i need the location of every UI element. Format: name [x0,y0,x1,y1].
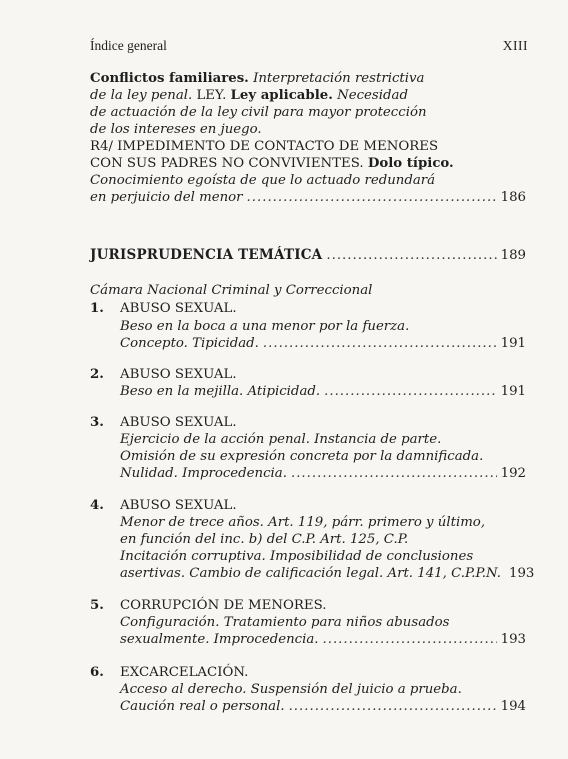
court-name: Cámara Nacional Criminal y Correccional [90,283,373,298]
toc-entry-title [90,497,237,514]
entry-line: Omisión de su expresión concreta por la damnificada. [120,449,484,464]
intro-italic-text: Necesidad [337,88,408,103]
entry-line: Nulidad. Improcedencia. [120,466,287,481]
entry-title: CORRUPCIÓN DE MENORES. [120,598,327,613]
entry-number: 5. [90,598,104,613]
toc-entry-title [90,414,237,431]
entry-line: Menor de trece años. Art. 119, párr. primero y último, [120,515,486,530]
header-title: Índice general [90,38,167,53]
entry-title: ABUSO SEXUAL. [120,415,237,430]
entry-line: sexualmente. Improcedencia. [120,632,319,647]
intro-line-5: R4/ IMPEDIMENTO DE CONTACTO DE MENORES [90,139,439,154]
entry-title: ABUSO SEXUAL. [120,367,237,382]
intro-plain-text: LEY. [196,88,227,103]
intro-bold-heading: Conflictos familiares. [90,71,249,86]
entry-last-line [120,465,526,482]
intro-line-3: de actuación de la ley civil para mayor protección [90,105,427,120]
entry-line: Caución real o personal. [120,699,285,714]
intro-line-7: Conocimiento egoísta de que lo actuado redundará [90,173,436,188]
section-heading [90,247,526,264]
toc-page-number: 186 [500,190,526,205]
toc-page-number: 193 [500,632,526,647]
toc-page-number: 191 [500,336,526,351]
entry-line: en función del inc. b) del C.P. Art. 125, C.P. [120,532,409,547]
entry-last-line [120,631,526,648]
entry-line: asertivas. Cambio de calificación legal. Art. 141, C.P.P.N. [120,566,501,581]
intro-italic-text: Interpretación restrictiva [253,71,425,86]
entry-number: 2. [90,367,104,382]
dot-leader [247,189,497,206]
dot-leader [323,631,497,648]
entry-line: Configuración. Tratamiento para niños abusados [120,615,450,630]
entry-number: 4. [90,498,104,513]
entry-line: Concepto. Tipicidad. [120,336,259,351]
intro-line-8 [90,189,526,206]
page-number-roman: XIII [502,38,528,53]
section-title: JURISPRUDENCIA TEMÁTICA [90,247,323,263]
intro-plain-text: CON SUS PADRES NO CONVIVIENTES. [90,156,364,171]
entry-line: Beso en la boca a una menor por la fuerza. [120,319,410,334]
toc-page-number: 191 [500,384,526,399]
toc-entry-text: en perjuicio del menor [90,190,243,205]
dot-leader [324,383,497,400]
entry-title: EXCARCELACIÓN. [120,665,249,680]
toc-entry-title [90,300,237,317]
toc-page-number: 189 [500,248,526,263]
entry-line: Incitación corruptiva. Imposibilidad de conclusiones [120,549,474,564]
intro-line-1 [90,70,424,87]
dot-leader [326,247,496,264]
intro-line-6 [90,155,454,172]
toc-entry-title [90,664,248,681]
toc-page-number: 194 [500,699,526,714]
entry-number: 6. [90,665,104,680]
intro-italic-text: de la ley penal. [90,88,193,103]
intro-bold-heading: Dolo típico. [367,156,454,171]
toc-entry-title [90,366,237,383]
dot-leader [291,465,497,482]
entry-title: ABUSO SEXUAL. [120,301,237,316]
entry-last-line [120,565,535,582]
entry-line: Acceso al derecho. Suspensión del juicio a prueba. [120,682,462,697]
dot-leader [289,698,497,715]
intro-bold-heading: Ley aplicable. [230,88,333,103]
entry-number: 3. [90,415,104,430]
entry-last-line [120,698,526,715]
intro-line-2 [90,87,408,104]
entry-title: ABUSO SEXUAL. [120,498,237,513]
intro-line-4: de los intereses en juego. [90,122,262,137]
entry-last-line [120,383,526,400]
dot-leader [263,335,497,352]
entry-line: Ejercicio de la acción penal. Instancia de parte. [120,432,442,447]
entry-number: 1. [90,301,104,316]
entry-line: Beso en la mejilla. Atipicidad. [120,384,321,399]
toc-page-number: 193 [508,566,535,581]
entry-last-line [120,335,526,352]
toc-page-number: 192 [500,466,526,481]
toc-entry-title [90,597,326,614]
running-header [90,38,528,54]
